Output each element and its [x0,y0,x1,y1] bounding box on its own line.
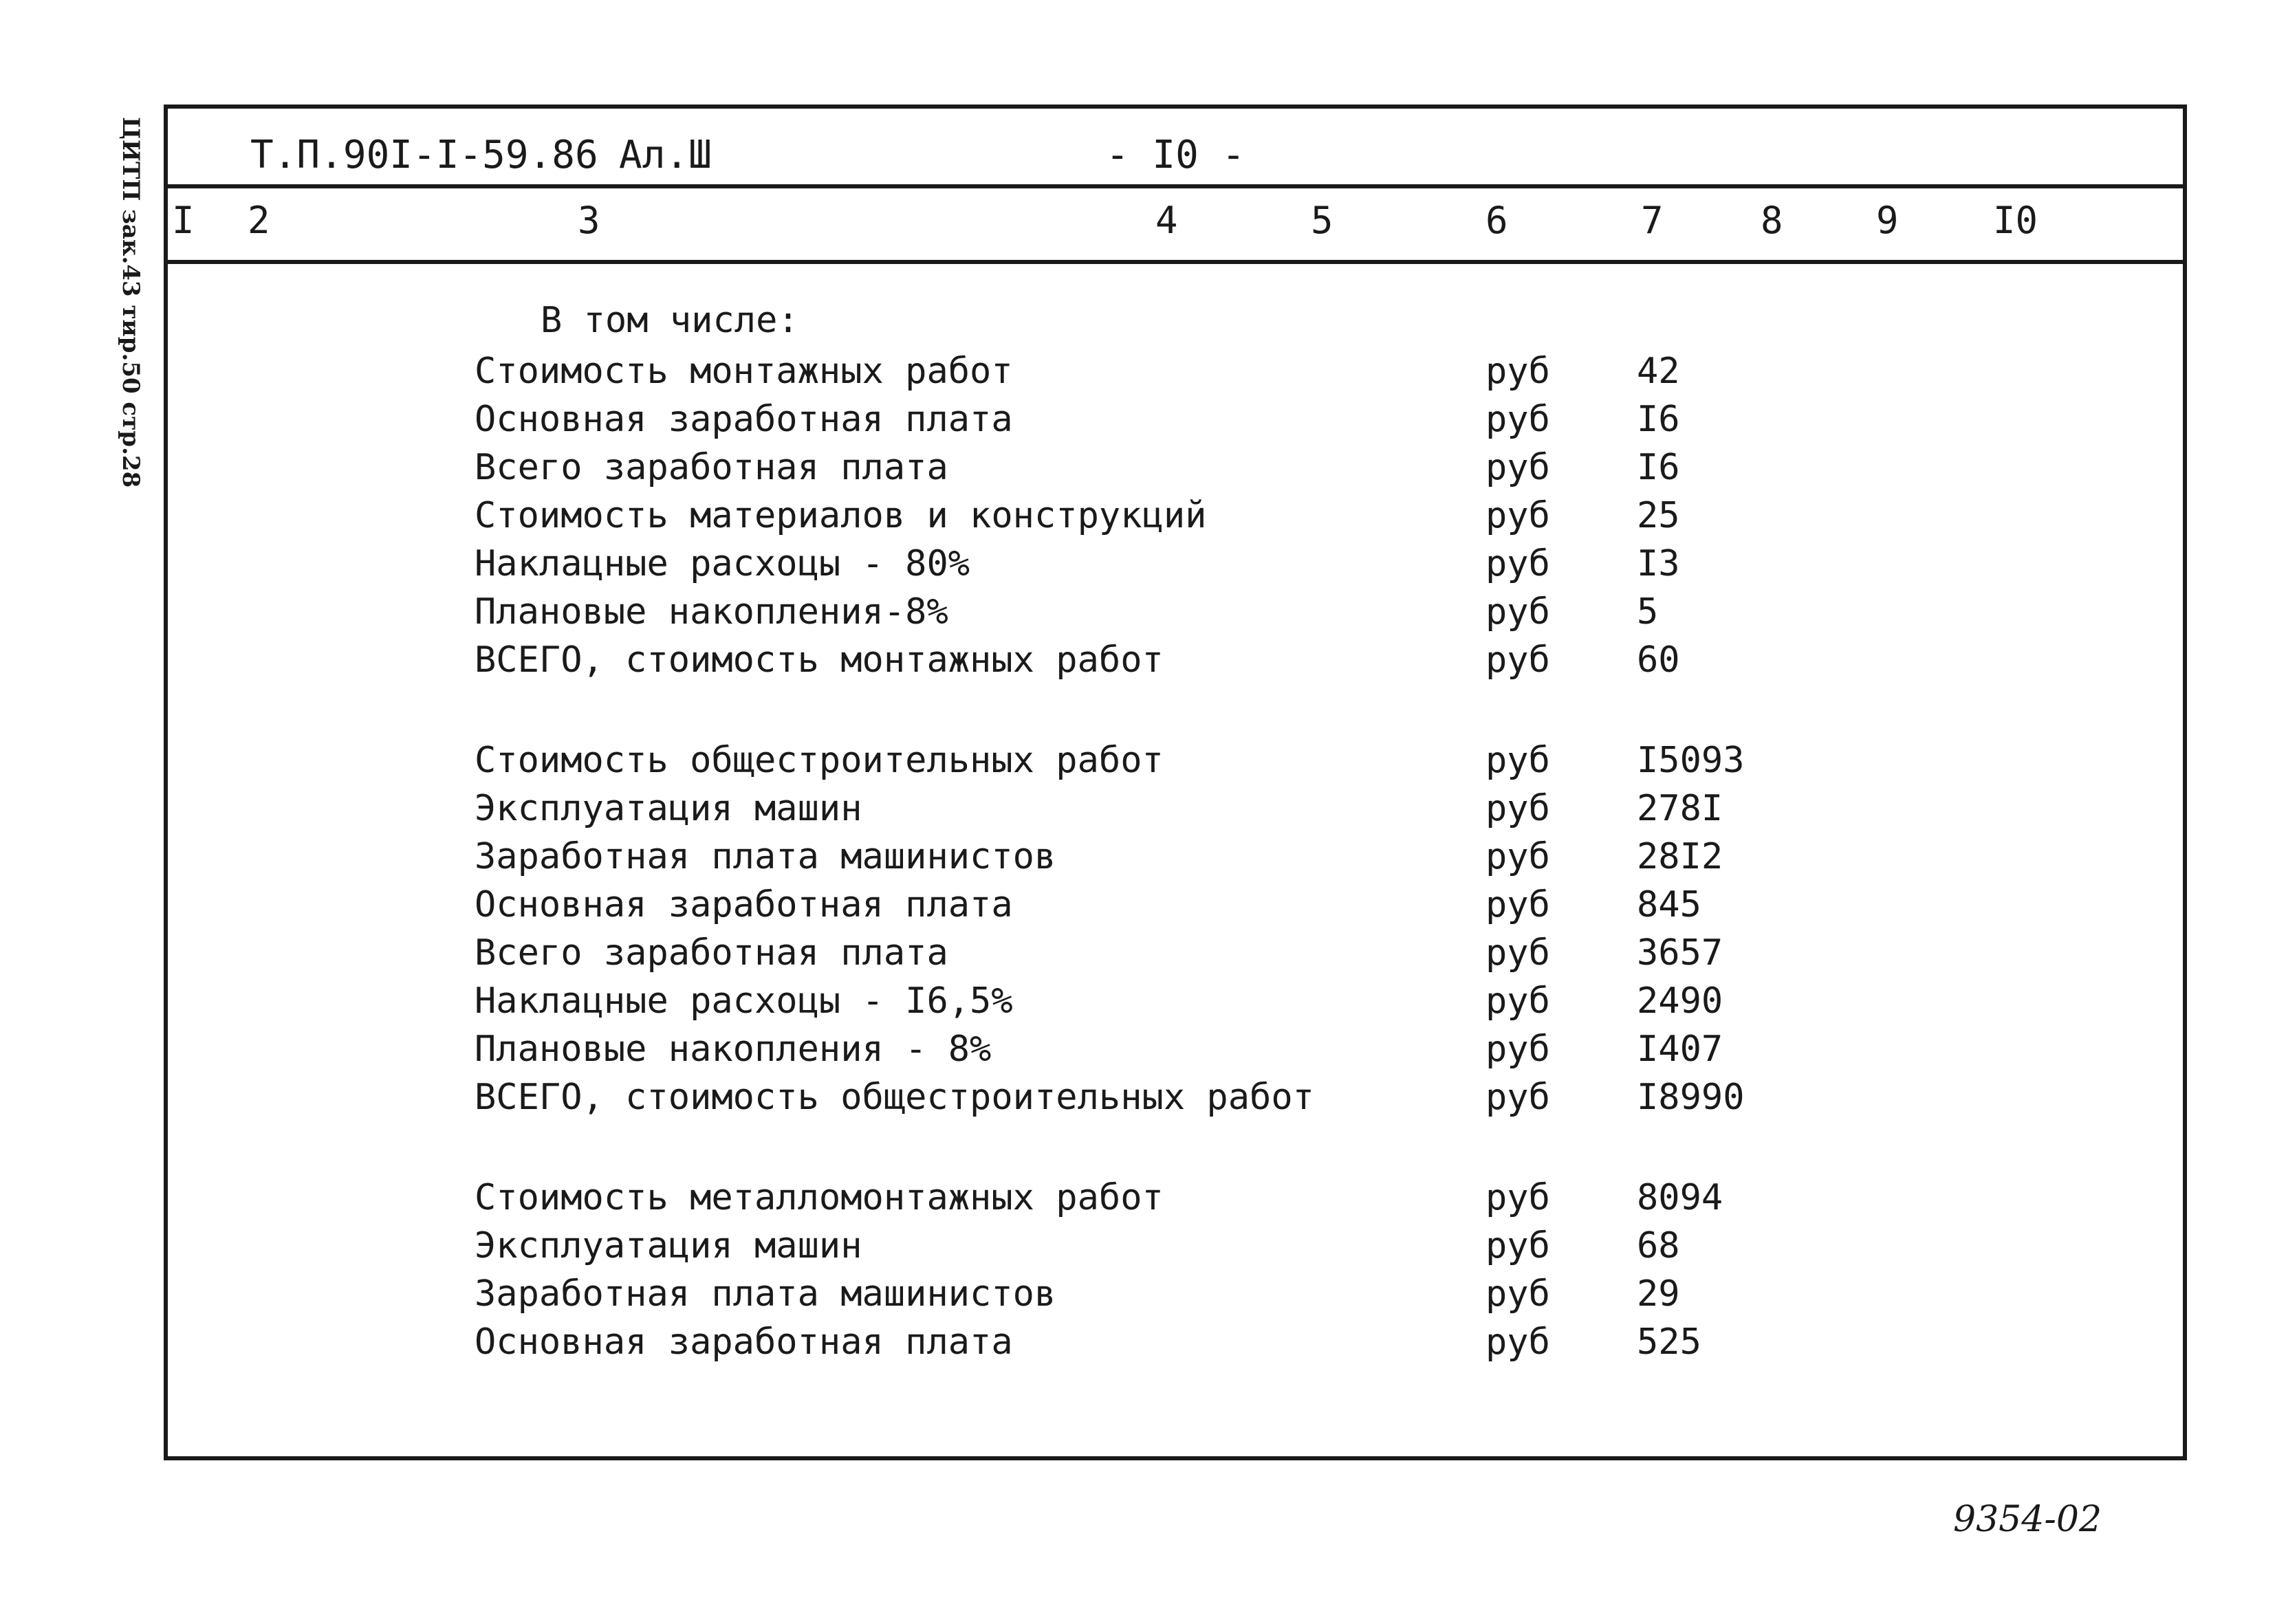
row-value: 25 [1637,495,1680,536]
table-row [475,836,1988,877]
row-unit: руб [1485,1177,1550,1218]
row-value: 8094 [1637,1177,1723,1218]
table-row [475,740,1988,781]
column-header-9: 9 [1876,199,1899,242]
row-value: 68 [1637,1225,1680,1266]
table-row [475,495,1988,536]
footer-code: 9354-02 [1953,1499,2102,1540]
column-header-divider [164,260,2187,264]
row-unit: руб [1485,932,1550,974]
row-unit: руб [1485,351,1550,392]
row-unit: руб [1485,1077,1550,1118]
table-row [475,932,1988,974]
row-label: ВСЕГО, стоимость монтажных работ [475,639,1164,681]
column-header-5: 5 [1311,199,1334,242]
side-stamp-text: ЦИТП зак.43 тир.50 стр.28 [117,117,144,488]
row-label: Наклацные расхоцы - I6,5% [475,980,1013,1022]
row-value: 2490 [1637,980,1723,1022]
table-row [475,1273,1988,1315]
column-header-1: I [172,199,195,242]
row-label: Стоимость общестроительных работ [475,740,1164,781]
table-row [475,1029,1988,1070]
row-value: 42 [1637,351,1680,392]
column-header-4: 4 [1155,199,1178,242]
row-unit: руб [1485,591,1550,633]
column-header-3: 3 [578,199,600,242]
table-row [475,591,1988,633]
row-value: 5 [1637,591,1659,633]
column-header-2: 2 [248,199,270,242]
intro-text: В том числе: [541,300,799,341]
table-row [475,543,1988,584]
album-label: Ал.Ш [619,133,712,177]
row-label: Стоимость материалов и конструкций [475,495,1207,536]
row-unit: руб [1485,639,1550,681]
row-label: Всего заработная плата [475,932,948,974]
row-label: Заработная плата машинистов [475,836,1056,877]
row-unit: руб [1485,495,1550,536]
row-label: Наклацные расхоцы - 80% [475,543,970,584]
table-row [475,447,1988,488]
row-unit: руб [1485,788,1550,829]
row-label: Стоимость монтажных работ [475,351,1013,392]
table-row [475,1225,1988,1266]
document-code: Т.П.90I-I-59.86 [250,133,598,177]
row-label: Стоимость металломонтажных работ [475,1177,1164,1218]
row-unit: руб [1485,1273,1550,1315]
row-unit: руб [1485,1225,1550,1266]
row-value: 60 [1637,639,1680,681]
table-row [475,1177,1988,1218]
table-row [475,399,1988,440]
row-value: 525 [1637,1321,1701,1363]
row-value: 278I [1637,788,1723,829]
column-header-7: 7 [1641,199,1664,242]
row-label: Эксплуатация машин [475,1225,862,1266]
table-row [475,1077,1988,1118]
row-unit: руб [1485,399,1550,440]
row-label: Заработная плата машинистов [475,1273,1056,1315]
row-label: Плановые накопления - 8% [475,1029,992,1070]
header-divider [164,184,2187,188]
row-label: Основная заработная плата [475,1321,1013,1363]
row-label: Основная заработная плата [475,884,1013,925]
page-number: - I0 - [1106,133,1245,177]
table-row [475,980,1988,1022]
table-row [475,639,1988,681]
row-value: 28I2 [1637,836,1723,877]
column-header-6: 6 [1485,199,1508,242]
row-label: Основная заработная плата [475,399,1013,440]
column-header-10: I0 [1993,199,2038,242]
row-label: ВСЕГО, стоимость общестроительных работ [475,1077,1314,1118]
column-header-8: 8 [1761,199,1783,242]
row-value: I6 [1637,399,1680,440]
table-row [475,884,1988,925]
row-value: 29 [1637,1273,1680,1315]
row-unit: руб [1485,543,1550,584]
table-row [475,1321,1988,1363]
row-unit: руб [1485,447,1550,488]
row-value: I6 [1637,447,1680,488]
row-unit: руб [1485,980,1550,1022]
row-unit: руб [1485,1029,1550,1070]
row-value: 845 [1637,884,1701,925]
row-value: I5093 [1637,740,1745,781]
side-stamp [103,117,151,488]
row-value: I8990 [1637,1077,1745,1118]
row-value: 3657 [1637,932,1723,974]
table-row [475,788,1988,829]
row-value: I407 [1637,1029,1723,1070]
row-label: Всего заработная плата [475,447,948,488]
row-unit: руб [1485,836,1550,877]
row-label: Плановые накопления-8% [475,591,948,633]
row-unit: руб [1485,740,1550,781]
row-unit: руб [1485,884,1550,925]
table-row [475,351,1988,392]
row-value: I3 [1637,543,1680,584]
row-label: Эксплуатация машин [475,788,862,829]
row-unit: руб [1485,1321,1550,1363]
